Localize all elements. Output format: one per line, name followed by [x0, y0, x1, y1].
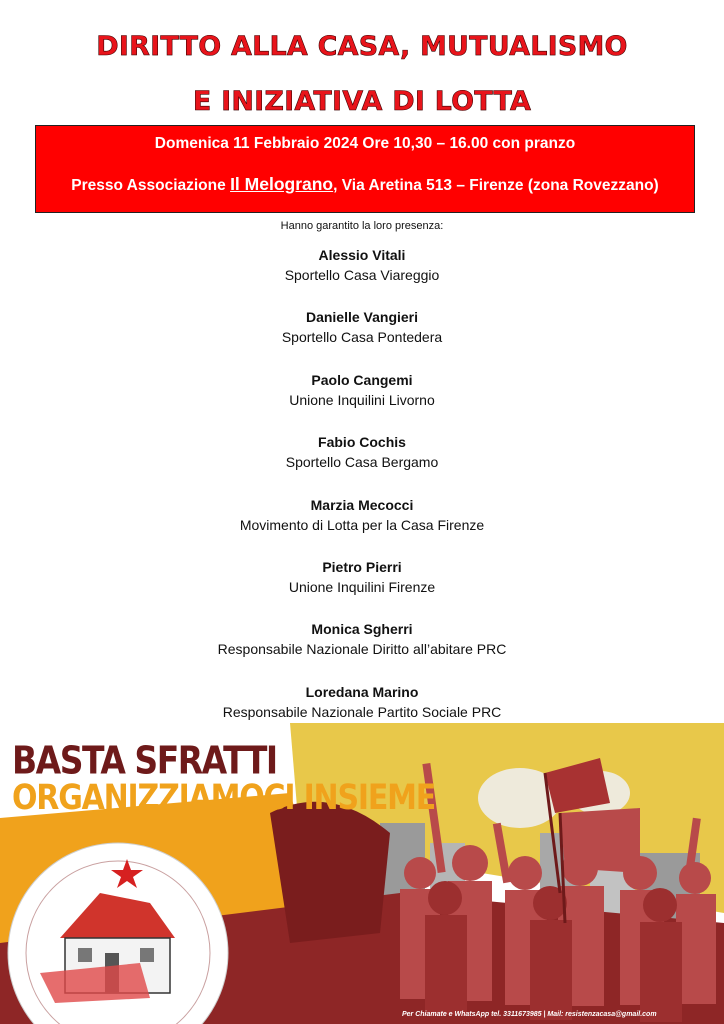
location-prefix: Presso Associazione — [71, 177, 231, 194]
speakers-intro: Hanno garantito la loro presenza: — [280, 220, 444, 232]
speaker-name: Pietro Pierri — [322, 558, 402, 575]
speaker-organization: Sportello Casa Pontedera — [281, 329, 443, 346]
speaker-organization: Unione Inquilini Firenze — [288, 578, 436, 595]
speaker-entry — [0, 246, 724, 308]
speaker-organization: Responsabile Nazionale Diritto all’abitare PRC — [217, 641, 507, 658]
speaker-name: Alessio Vitali — [318, 247, 406, 263]
title-line-2: E INIZIATIVA DI LOTTA — [192, 86, 532, 117]
speaker-name: Danielle Vangieri — [305, 309, 419, 326]
speaker-entry — [0, 433, 724, 495]
speaker-name: Monica Sgherri — [311, 621, 413, 638]
location-address: , Via Aretina 513 – Firenze (zona Rovezzano) — [333, 177, 659, 194]
event-date-time: Domenica 11 Febbraio 2024 Ore 10,30 – 16.00 con pranzo — [154, 135, 576, 152]
speaker-organization: Responsabile Nazionale Partito Sociale PRC — [222, 703, 502, 720]
speaker-name: Fabio Cochis — [318, 434, 406, 451]
speaker-entry — [0, 558, 724, 620]
speaker-organization: Movimento di Lotta per la Casa Firenze — [239, 516, 485, 533]
speaker-entry — [0, 496, 724, 558]
slogan-organizziamoci: ORGANIZZIAMOCI INSIEME — [12, 778, 436, 819]
speaker-organization: Sportello Casa Viareggio — [284, 267, 440, 283]
venue-name: Il Melograno — [230, 174, 334, 194]
slogan-basta-sfratti: BASTA SFRATTI — [12, 738, 277, 783]
speaker-entry — [0, 308, 724, 370]
speaker-entry — [0, 371, 724, 433]
speaker-name: Marzia Mecocci — [310, 496, 414, 513]
speaker-entry — [0, 620, 724, 682]
event-location — [36, 174, 694, 195]
speaker-organization: Unione Inquilini Livorno — [289, 391, 435, 408]
speaker-organization: Sportello Casa Bergamo — [285, 454, 439, 471]
speaker-name: Paolo Cangemi — [311, 371, 413, 388]
event-info-box — [35, 125, 695, 213]
title-line-1: DIRITTO ALLA CASA, MUTUALISMO — [96, 31, 628, 62]
speaker-name: Loredana Marino — [305, 683, 419, 700]
contact-info: Per Chiamate e WhatsApp tel. 3311673985 | Mail: resistenzacasa@gmail.com — [402, 1011, 657, 1018]
speakers-list — [0, 246, 724, 745]
